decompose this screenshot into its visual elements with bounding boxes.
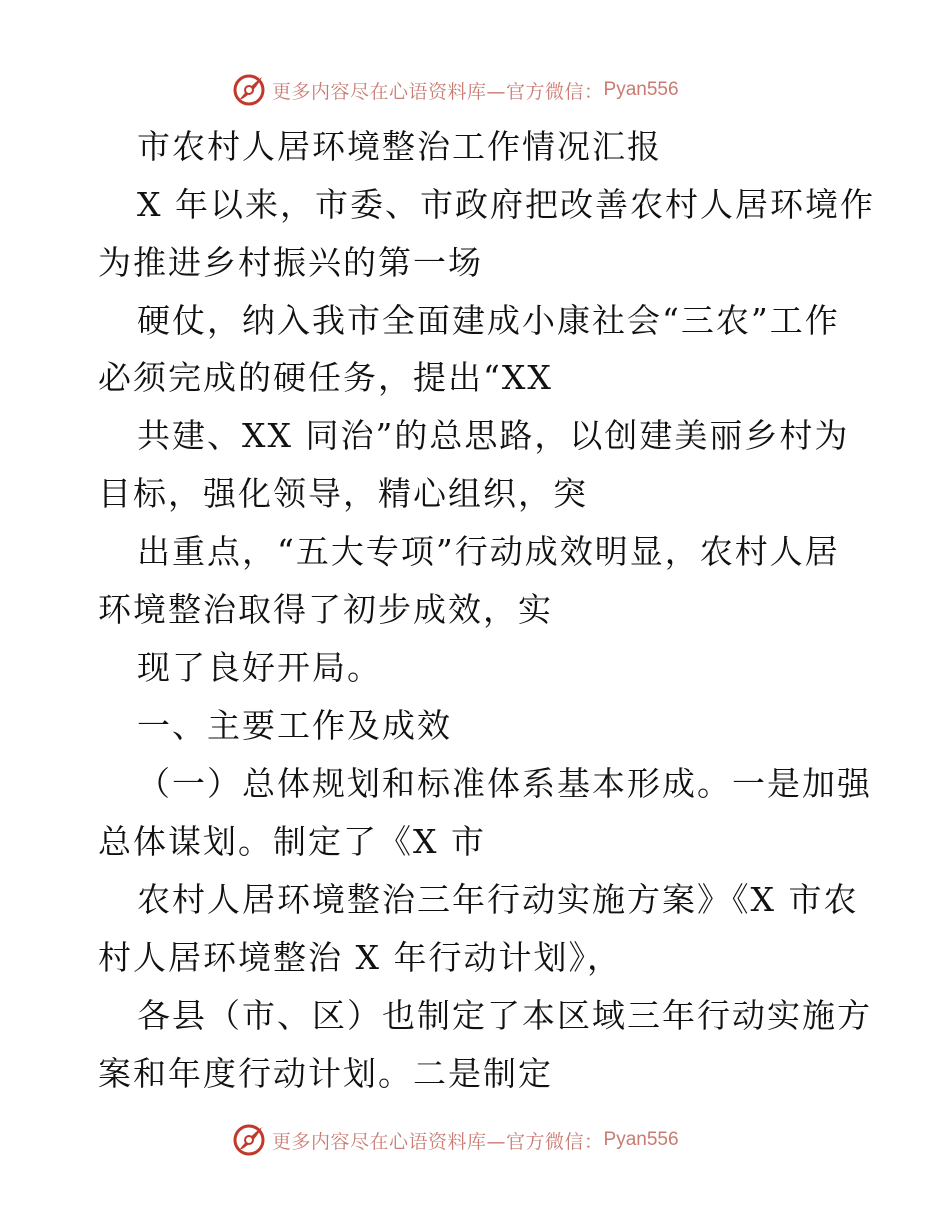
text-line: 村人居环境整治 X 年行动计划》， (98, 938, 622, 977)
watermark-footer (232, 1122, 679, 1158)
watermark-text: 更多内容尽在心语资料库—官方微信： (272, 80, 604, 103)
quill-logo-icon (232, 73, 266, 107)
text-line: 各县（市、区）也制定了本区域三年行动实施方 (137, 996, 872, 1035)
text-line: 必须完成的硬任务，提出“XX (98, 358, 553, 397)
text-line: 硬仗，纳入我市全面建成小康社会“三农”工作 (137, 301, 840, 340)
watermark-text: 更多内容尽在心语资料库—官方微信： (272, 1130, 604, 1153)
section-heading: 一、主要工作及成效 (137, 706, 452, 745)
document-title: 市农村人居环境整治工作情况汇报 (137, 127, 662, 166)
watermark-wechat-id: Pyan556 (603, 1129, 679, 1150)
text-line: 案和年度行动计划。二是制定 (98, 1054, 553, 1093)
quill-logo-icon (232, 1123, 266, 1157)
subsection-heading: （一）总体规划和标准体系基本形成。一是加强 (137, 764, 872, 803)
text-line: 为推进乡村振兴的第一场 (98, 243, 483, 282)
text-line: 总体谋划。制定了《X 市 (98, 822, 486, 861)
text-line: 现了良好开局。 (137, 648, 382, 687)
watermark-wechat-id: Pyan556 (603, 79, 679, 100)
text-line: 目标，强化领导，精心组织，突 (98, 474, 588, 513)
text-line: 共建、XX 同治”的总思路，以创建美丽乡村为 (137, 416, 850, 455)
text-line: X 年以来，市委、市政府把改善农村人居环境作 (137, 185, 875, 224)
text-line: 农村人居环境整治三年行动实施方案》《X 市农 (137, 880, 859, 919)
text-line: 出重点，“五大专项”行动成效明显，农村人居 (137, 532, 840, 571)
text-line: 环境整治取得了初步成效，实 (98, 590, 553, 629)
watermark-header (232, 72, 679, 108)
